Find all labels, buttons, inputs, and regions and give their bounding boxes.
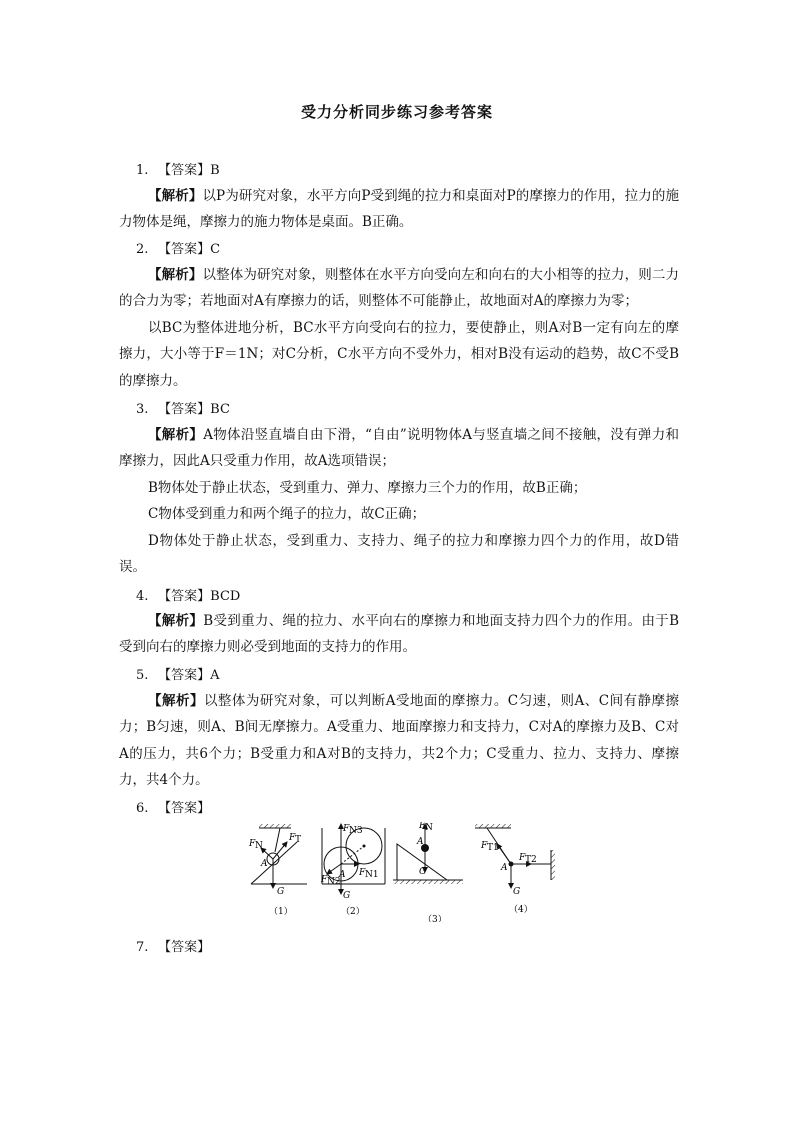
page-title: 受力分析同步练习参考答案 xyxy=(300,103,493,121)
analysis-paragraph: 【解析】以P为研究对象，水平方向P受到绳的拉力和桌面对P的摩擦力的作用，拉力的施力物体是绳，摩擦力的施力物体是桌面。B正确。 xyxy=(119,188,680,231)
svg-text:F: F xyxy=(321,875,328,885)
force-diagrams xyxy=(247,822,567,922)
question-1-answer: 1. 【答案】B xyxy=(136,163,220,178)
answer-value: B xyxy=(210,163,220,178)
svg-text:F: F xyxy=(289,833,296,843)
question-3-answer: 3. 【答案】BC xyxy=(136,402,230,417)
svg-text:（3）: （3） xyxy=(423,915,447,922)
figure-3 xyxy=(393,822,463,922)
svg-text:N: N xyxy=(425,823,433,833)
analysis-paragraph: C物体受到重力和两个绳子的拉力，故C正确； xyxy=(148,506,426,522)
figure-2 xyxy=(320,824,385,917)
svg-text:F: F xyxy=(481,841,488,851)
svg-text:G: G xyxy=(277,887,285,897)
analysis-paragraph: 【解析】A物体沿竖直墙自由下滑，“自由”说明物体A与竖直墙之间不接触，没有弹力和摩擦力，因此A只受重力作用，故A选项错误； xyxy=(119,427,679,470)
svg-text:F: F xyxy=(359,868,366,878)
svg-text:N3: N3 xyxy=(349,826,363,836)
analysis-paragraph: 【解析】以整体为研究对象，可以判断A受地面的摩擦力。C匀速，则A、C间有静摩擦力；B匀速，则A、B间无摩擦力。A受重力、地面摩擦力和支持力，C对A的摩擦力及B、C对A的压力，共6个力；B受重力和A对B的支持力，共2个力；C受重力、拉力、支持力、摩擦力，共4个力。 xyxy=(119,693,679,789)
answer-value: BC xyxy=(210,402,230,417)
answer-tag: 【答案】 xyxy=(158,801,211,816)
svg-text:N: N xyxy=(255,841,263,851)
svg-text:A: A xyxy=(261,859,268,869)
svg-text:F: F xyxy=(249,839,256,849)
svg-text:G: G xyxy=(513,887,521,897)
svg-text:N1: N1 xyxy=(365,870,379,880)
analysis-paragraph: B物体处于静止状态，受到重力、弹力、摩擦力三个力的作用，故B正确； xyxy=(148,480,587,496)
answer-tag: 【答案】 xyxy=(158,402,211,417)
question-7-answer: 7. 【答案】 xyxy=(136,940,211,955)
svg-text:A: A xyxy=(417,837,424,847)
svg-text:F: F xyxy=(519,853,526,863)
question-4-answer: 4. 【答案】BCD xyxy=(136,589,241,604)
svg-text:T1: T1 xyxy=(487,843,499,853)
svg-text:A: A xyxy=(339,870,346,880)
figure-4 xyxy=(475,824,555,915)
svg-text:（1）: （1） xyxy=(269,907,293,917)
question-6-answer: 6. 【答案】 xyxy=(136,801,211,816)
figure-1 xyxy=(248,824,307,917)
answer-value: BCD xyxy=(210,589,241,604)
svg-text:T2: T2 xyxy=(525,855,537,865)
question-5-answer: 5. 【答案】A xyxy=(136,668,220,683)
answer-tag: 【答案】 xyxy=(158,163,211,178)
svg-text:F: F xyxy=(343,824,350,834)
svg-text:T: T xyxy=(295,835,302,845)
answer-tag: 【答案】 xyxy=(158,940,211,955)
question-2-answer: 2. 【答案】C xyxy=(136,242,221,257)
answer-tag: 【答案】 xyxy=(158,668,211,683)
answer-value: A xyxy=(210,668,220,683)
analysis-paragraph: D物体处于静止状态，受到重力、支持力、绳子的拉力和摩擦力四个力的作用，故D错误。 xyxy=(119,533,679,576)
answer-tag: 【答案】 xyxy=(158,242,211,257)
svg-text:G: G xyxy=(343,891,351,901)
svg-text:G: G xyxy=(419,867,427,877)
svg-text:（4）: （4） xyxy=(509,905,533,915)
svg-text:N2: N2 xyxy=(327,877,341,887)
analysis-paragraph: 【解析】以整体为研究对象，则整体在水平方向受向左和向右的大小相等的拉力，则二力的合力为零；若地面对A有摩擦力的话，则整体不可能静止，故地面对A的摩擦力为零； xyxy=(119,267,680,310)
svg-text:（2）: （2） xyxy=(341,907,365,917)
answer-value: C xyxy=(210,242,221,257)
svg-text:A: A xyxy=(501,863,508,873)
analysis-paragraph: 【解析】B受到重力、绳的拉力、水平向右的摩擦力和地面支持力四个力的作用。由于B受到向右的摩擦力则必受到地面的支持力的作用。 xyxy=(119,613,680,656)
svg-text:F: F xyxy=(419,822,426,831)
analysis-paragraph: 以BC为整体进地分析，BC水平方向受向右的拉力，要使静止，则A对B一定有向左的摩擦力，大小等于F＝1N；对C分析，C水平方向不受外力，相对B没有运动的趋势，故C不受B的摩擦力。 xyxy=(119,320,679,389)
answer-tag: 【答案】 xyxy=(158,589,211,604)
